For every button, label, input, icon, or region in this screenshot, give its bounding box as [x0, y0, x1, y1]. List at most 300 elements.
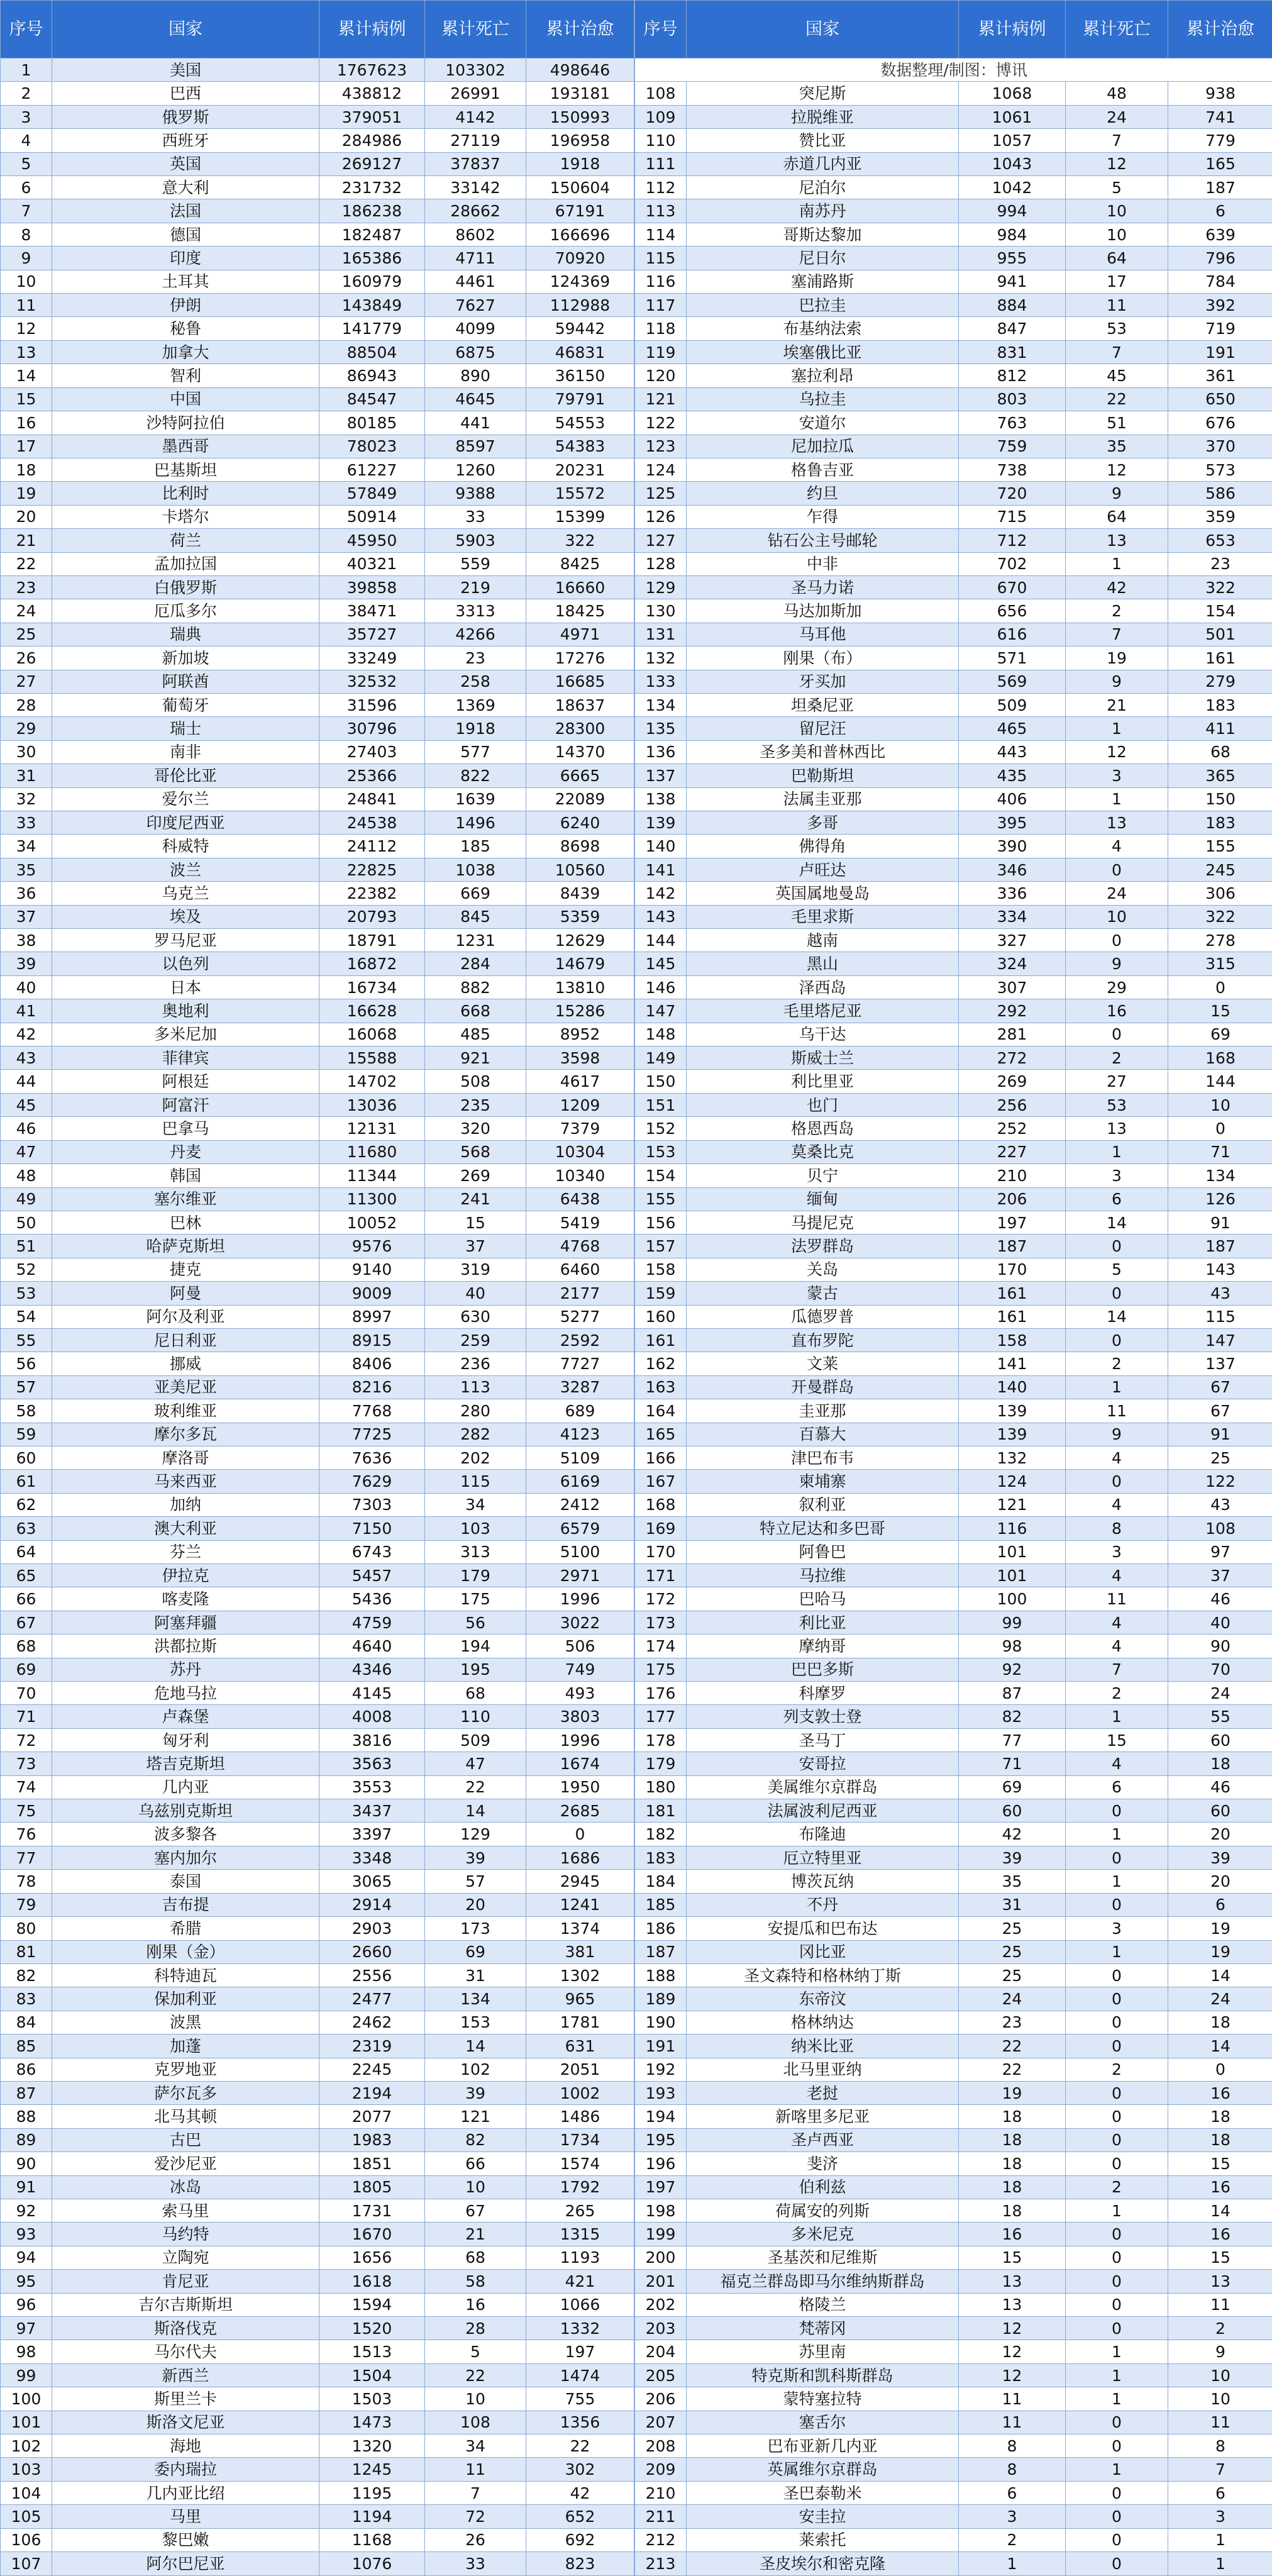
row-serial: 81 [1, 1940, 52, 1963]
table-row [635, 2152, 1272, 2175]
row-recovered: 18425 [526, 599, 634, 623]
row-country: 阿曼 [52, 1282, 319, 1305]
row-cases: 390 [959, 835, 1066, 858]
row-recovered: 1996 [526, 1728, 634, 1752]
row-deaths: 0 [1066, 2035, 1168, 2058]
table-row [1, 1023, 634, 1046]
table-row [1, 2223, 634, 2246]
row-country: 贝宁 [687, 1164, 959, 1187]
row-deaths: 4 [1066, 1493, 1168, 1516]
header-cases: 累计病例 [959, 1, 1066, 58]
row-cases: 61227 [319, 458, 425, 481]
row-deaths: 4645 [425, 387, 526, 411]
row-deaths: 0 [1066, 1987, 1168, 2011]
row-recovered: 322 [1168, 575, 1272, 599]
row-recovered: 14370 [526, 740, 634, 763]
table-row [635, 1705, 1272, 1728]
row-country: 塞浦路斯 [687, 270, 959, 293]
row-recovered: 150 [1168, 787, 1272, 811]
row-country: 美属维尔京群岛 [687, 1775, 959, 1799]
row-cases: 569 [959, 670, 1066, 693]
row-deaths: 9 [1066, 1423, 1168, 1446]
table-row [635, 647, 1272, 670]
row-serial: 91 [1, 2175, 52, 2199]
row-country: 坦桑尼亚 [687, 693, 959, 716]
row-cases: 812 [959, 364, 1066, 387]
row-cases: 8 [959, 2458, 1066, 2481]
row-cases: 847 [959, 317, 1066, 340]
table-row [1, 2317, 634, 2340]
row-country: 吉布提 [52, 1893, 319, 1916]
row-deaths: 1260 [425, 458, 526, 481]
row-deaths: 8602 [425, 223, 526, 246]
row-country: 尼日尔 [687, 247, 959, 270]
row-country: 摩尔多瓦 [52, 1423, 319, 1446]
row-recovered: 165 [1168, 152, 1272, 175]
row-recovered: 6460 [526, 1258, 634, 1281]
row-country: 蒙古 [687, 1282, 959, 1305]
row-serial: 108 [635, 82, 687, 105]
row-serial: 155 [635, 1187, 687, 1211]
row-country: 马约特 [52, 2223, 319, 2246]
row-cases: 3065 [319, 1870, 425, 1893]
row-country: 圣文森特和格林纳丁斯 [687, 1963, 959, 1987]
table-row [1, 364, 634, 387]
row-serial: 28 [1, 693, 52, 716]
row-country: 巴林 [52, 1211, 319, 1234]
row-deaths: 22 [425, 1775, 526, 1799]
row-deaths: 0 [1066, 1235, 1168, 1258]
row-deaths: 0 [1066, 2246, 1168, 2269]
row-cases: 143849 [319, 294, 425, 317]
row-deaths: 15 [425, 1211, 526, 1234]
row-cases: 141779 [319, 317, 425, 340]
table-row [1, 411, 634, 435]
row-serial: 86 [1, 2058, 52, 2081]
row-serial: 44 [1, 1070, 52, 1093]
row-country: 苏里南 [687, 2340, 959, 2363]
row-serial: 207 [635, 2411, 687, 2434]
row-cases: 292 [959, 999, 1066, 1023]
row-deaths: 17 [1066, 270, 1168, 293]
row-cases: 92 [959, 1658, 1066, 1681]
row-deaths: 890 [425, 364, 526, 387]
row-serial: 85 [1, 2035, 52, 2058]
row-serial: 113 [635, 199, 687, 223]
table-row [1, 2175, 634, 2199]
row-recovered: 6 [1168, 1893, 1272, 1916]
row-serial: 213 [635, 2552, 687, 2576]
row-cases: 720 [959, 482, 1066, 505]
table-row [635, 176, 1272, 199]
table-row [1, 1963, 634, 1987]
row-country: 萨尔瓦多 [52, 2081, 319, 2104]
row-serial: 73 [1, 1752, 52, 1775]
table-row [635, 2505, 1272, 2528]
row-cases: 2477 [319, 1987, 425, 2011]
row-country: 意大利 [52, 176, 319, 199]
row-recovered: 108 [1168, 1517, 1272, 1540]
row-recovered: 134 [1168, 1164, 1272, 1187]
row-recovered: 779 [1168, 129, 1272, 152]
row-country: 伊朗 [52, 294, 319, 317]
table-row [635, 1752, 1272, 1775]
row-serial: 170 [635, 1540, 687, 1563]
row-deaths: 4266 [425, 623, 526, 646]
row-recovered: 147 [1168, 1328, 1272, 1352]
table-row [1, 1446, 634, 1469]
row-recovered: 15 [1168, 2152, 1272, 2175]
row-recovered: 1 [1168, 2552, 1272, 2576]
row-serial: 120 [635, 364, 687, 387]
table-row [635, 1258, 1272, 1281]
credit-row [635, 58, 1272, 82]
row-country: 约旦 [687, 482, 959, 505]
row-deaths: 103302 [425, 58, 526, 82]
row-recovered: 197 [526, 2340, 634, 2363]
row-serial: 6 [1, 176, 52, 199]
table-row [635, 2270, 1272, 2293]
table-row [1, 2434, 634, 2458]
row-recovered: 1 [1168, 2528, 1272, 2551]
row-serial: 24 [1, 599, 52, 623]
row-country: 安圭拉 [687, 2505, 959, 2528]
row-cases: 16 [959, 2223, 1066, 2246]
row-deaths: 509 [425, 1728, 526, 1752]
table-row [1, 1328, 634, 1352]
row-country: 巴拿马 [52, 1117, 319, 1140]
row-deaths: 1 [1066, 2387, 1168, 2411]
row-recovered: 3022 [526, 1611, 634, 1634]
row-cases: 25 [959, 1917, 1066, 1940]
row-deaths: 108 [425, 2411, 526, 2434]
row-cases: 738 [959, 458, 1066, 481]
row-cases: 11 [959, 2387, 1066, 2411]
table-row [1, 999, 634, 1023]
table-row [1, 294, 634, 317]
row-serial: 106 [1, 2528, 52, 2551]
row-country: 格陵兰 [687, 2293, 959, 2316]
row-recovered: 1950 [526, 1775, 634, 1799]
row-country: 摩洛哥 [52, 1446, 319, 1469]
row-country: 莱索托 [687, 2528, 959, 2551]
row-recovered: 68 [1168, 740, 1272, 763]
row-deaths: 185 [425, 835, 526, 858]
row-cases: 16734 [319, 975, 425, 999]
row-serial: 121 [635, 387, 687, 411]
row-country: 马尔代夫 [52, 2340, 319, 2363]
row-deaths: 3 [1066, 1164, 1168, 1187]
row-deaths: 10 [1066, 905, 1168, 928]
row-deaths: 57 [425, 1870, 526, 1893]
row-serial: 102 [1, 2434, 52, 2458]
row-recovered: 46 [1168, 1775, 1272, 1799]
row-recovered: 25 [1168, 1446, 1272, 1469]
row-country: 芬兰 [52, 1540, 319, 1563]
row-deaths: 320 [425, 1117, 526, 1140]
row-country: 巴西 [52, 82, 319, 105]
table-row [635, 1423, 1272, 1446]
row-deaths: 34 [425, 2434, 526, 2458]
row-serial: 77 [1, 1846, 52, 1869]
row-country: 叙利亚 [687, 1493, 959, 1516]
row-recovered: 0 [1168, 975, 1272, 999]
row-country: 哈萨克斯坦 [52, 1235, 319, 1258]
row-serial: 190 [635, 2011, 687, 2034]
row-cases: 22 [959, 2058, 1066, 2081]
row-country: 美国 [52, 58, 319, 82]
row-cases: 1670 [319, 2223, 425, 2246]
row-cases: 87 [959, 1682, 1066, 1705]
table-row [635, 1117, 1272, 1140]
row-cases: 984 [959, 223, 1066, 246]
row-serial: 33 [1, 811, 52, 835]
table-row [1, 1046, 634, 1070]
row-serial: 189 [635, 1987, 687, 2011]
row-recovered: 3803 [526, 1705, 634, 1728]
row-serial: 63 [1, 1517, 52, 1540]
row-serial: 45 [1, 1093, 52, 1116]
right-table [634, 0, 1272, 2576]
row-country: 文莱 [687, 1352, 959, 1375]
row-recovered: 15 [1168, 999, 1272, 1023]
row-recovered: 8439 [526, 882, 634, 905]
row-country: 希腊 [52, 1917, 319, 1940]
row-cases: 20793 [319, 905, 425, 928]
table-row [1, 199, 634, 223]
row-serial: 132 [635, 647, 687, 670]
table-row [635, 2340, 1272, 2363]
row-serial: 210 [635, 2481, 687, 2504]
row-deaths: 7 [1066, 129, 1168, 152]
table-row [635, 2246, 1272, 2269]
row-deaths: 845 [425, 905, 526, 928]
row-cases: 11344 [319, 1164, 425, 1187]
row-cases: 465 [959, 717, 1066, 740]
row-deaths: 1 [1066, 1940, 1168, 1963]
row-country: 土耳其 [52, 270, 319, 293]
row-cases: 284986 [319, 129, 425, 152]
row-country: 玻利维亚 [52, 1399, 319, 1423]
row-recovered: 1209 [526, 1093, 634, 1116]
row-country: 钻石公主号邮轮 [687, 529, 959, 552]
table-row [1, 1658, 634, 1681]
row-recovered: 1781 [526, 2011, 634, 2034]
row-cases: 8997 [319, 1305, 425, 1328]
row-deaths: 0 [1066, 1023, 1168, 1046]
row-country: 刚果（布） [687, 647, 959, 670]
row-deaths: 11 [425, 2458, 526, 2481]
row-deaths: 13 [1066, 1117, 1168, 1140]
row-recovered: 13810 [526, 975, 634, 999]
row-recovered: 8698 [526, 835, 634, 858]
row-cases: 11 [959, 2411, 1066, 2434]
row-recovered: 10304 [526, 1140, 634, 1163]
row-deaths: 115 [425, 1470, 526, 1493]
row-country: 毛里求斯 [687, 905, 959, 928]
row-country: 突尼斯 [687, 82, 959, 105]
row-recovered: 10 [1168, 2363, 1272, 2387]
row-recovered: 639 [1168, 223, 1272, 246]
row-serial: 203 [635, 2317, 687, 2340]
row-country: 洪都拉斯 [52, 1635, 319, 1658]
row-recovered: 245 [1168, 858, 1272, 881]
row-serial: 147 [635, 999, 687, 1023]
row-deaths: 21 [425, 2223, 526, 2246]
row-recovered: 2971 [526, 1564, 634, 1587]
table-row [635, 247, 1272, 270]
row-deaths: 282 [425, 1423, 526, 1446]
table-row [1, 1893, 634, 1916]
row-deaths: 508 [425, 1070, 526, 1093]
row-recovered: 154 [1168, 599, 1272, 623]
row-recovered: 71 [1168, 1140, 1272, 1163]
row-recovered: 9 [1168, 2340, 1272, 2363]
table-row [635, 482, 1272, 505]
row-serial: 37 [1, 905, 52, 928]
row-deaths: 28 [425, 2317, 526, 2340]
row-cases: 327 [959, 929, 1066, 952]
row-cases: 763 [959, 411, 1066, 435]
row-serial: 115 [635, 247, 687, 270]
row-deaths: 0 [1066, 929, 1168, 952]
row-country: 佛得角 [687, 835, 959, 858]
row-country: 菲律宾 [52, 1046, 319, 1070]
row-cases: 1983 [319, 2128, 425, 2151]
table-row [635, 1093, 1272, 1116]
row-deaths: 5903 [425, 529, 526, 552]
row-recovered: 12629 [526, 929, 634, 952]
row-cases: 4640 [319, 1635, 425, 1658]
row-recovered: 90 [1168, 1635, 1272, 1658]
row-deaths: 35 [1066, 435, 1168, 458]
row-serial: 201 [635, 2270, 687, 2293]
row-serial: 72 [1, 1728, 52, 1752]
row-country: 利比里亚 [687, 1070, 959, 1093]
table-row [635, 505, 1272, 528]
row-country: 安提瓜和巴布达 [687, 1917, 959, 1940]
row-serial: 135 [635, 717, 687, 740]
row-recovered: 18 [1168, 2128, 1272, 2151]
row-recovered: 10 [1168, 1093, 1272, 1116]
row-country: 关岛 [687, 1258, 959, 1281]
table-row [635, 2317, 1272, 2340]
row-serial: 129 [635, 575, 687, 599]
row-serial: 163 [635, 1375, 687, 1399]
row-deaths: 110 [425, 1705, 526, 1728]
row-country: 孟加拉国 [52, 552, 319, 575]
row-recovered: 411 [1168, 717, 1272, 740]
row-serial: 150 [635, 1070, 687, 1093]
row-serial: 23 [1, 575, 52, 599]
row-cases: 18 [959, 2128, 1066, 2151]
row-cases: 336 [959, 882, 1066, 905]
row-deaths: 34 [425, 1493, 526, 1516]
row-serial: 79 [1, 1893, 52, 1916]
row-cases: 19 [959, 2081, 1066, 2104]
row-serial: 154 [635, 1164, 687, 1187]
row-recovered: 1315 [526, 2223, 634, 2246]
row-cases: 1 [959, 2552, 1066, 2576]
table-row [635, 2035, 1272, 2058]
row-deaths: 241 [425, 1187, 526, 1211]
row-deaths: 9 [1066, 482, 1168, 505]
row-serial: 75 [1, 1799, 52, 1823]
row-deaths: 0 [1066, 1328, 1168, 1352]
row-deaths: 26991 [425, 82, 526, 105]
row-recovered: 1374 [526, 1917, 634, 1940]
row-country: 冰岛 [52, 2175, 319, 2199]
row-country: 捷克 [52, 1258, 319, 1281]
row-cases: 1594 [319, 2293, 425, 2316]
row-deaths: 9 [1066, 952, 1168, 975]
row-recovered: 54383 [526, 435, 634, 458]
row-deaths: 179 [425, 1564, 526, 1587]
row-serial: 156 [635, 1211, 687, 1234]
row-cases: 101 [959, 1564, 1066, 1587]
row-serial: 139 [635, 811, 687, 835]
row-cases: 1195 [319, 2481, 425, 2504]
table-row [635, 811, 1272, 835]
row-serial: 41 [1, 999, 52, 1023]
row-serial: 74 [1, 1775, 52, 1799]
row-cases: 4759 [319, 1611, 425, 1634]
row-deaths: 284 [425, 952, 526, 975]
row-recovered: 16660 [526, 575, 634, 599]
row-country: 科摩罗 [687, 1682, 959, 1705]
row-recovered: 4768 [526, 1235, 634, 1258]
row-cases: 11680 [319, 1140, 425, 1163]
row-recovered: 196958 [526, 129, 634, 152]
row-cases: 712 [959, 529, 1066, 552]
table-row [1, 105, 634, 128]
row-recovered: 24 [1168, 1682, 1272, 1705]
table-row [635, 623, 1272, 646]
table-row [1, 529, 634, 552]
row-deaths: 194 [425, 1635, 526, 1658]
table-row [635, 411, 1272, 435]
row-serial: 67 [1, 1611, 52, 1634]
row-recovered: 14 [1168, 1963, 1272, 1987]
row-serial: 51 [1, 1235, 52, 1258]
row-country: 马来西亚 [52, 1470, 319, 1493]
row-recovered: 315 [1168, 952, 1272, 975]
row-serial: 42 [1, 1023, 52, 1046]
row-cases: 15 [959, 2246, 1066, 2269]
row-deaths: 29 [1066, 975, 1168, 999]
table-row [1, 1611, 634, 1634]
row-deaths: 921 [425, 1046, 526, 1070]
row-country: 吉尔吉斯斯坦 [52, 2293, 319, 2316]
row-deaths: 64 [1066, 505, 1168, 528]
row-deaths: 5 [1066, 176, 1168, 199]
row-serial: 46 [1, 1117, 52, 1140]
row-cases: 32532 [319, 670, 425, 693]
table-row [1, 82, 634, 105]
row-cases: 182487 [319, 223, 425, 246]
row-cases: 8216 [319, 1375, 425, 1399]
row-cases: 1503 [319, 2387, 425, 2411]
row-deaths: 1 [1066, 1140, 1168, 1163]
row-serial: 48 [1, 1164, 52, 1187]
row-cases: 616 [959, 623, 1066, 646]
row-cases: 57849 [319, 482, 425, 505]
row-cases: 2077 [319, 2105, 425, 2128]
row-country: 斐济 [687, 2152, 959, 2175]
row-serial: 188 [635, 1963, 687, 1987]
row-country: 塞内加尔 [52, 1846, 319, 1869]
table-row [1, 670, 634, 693]
